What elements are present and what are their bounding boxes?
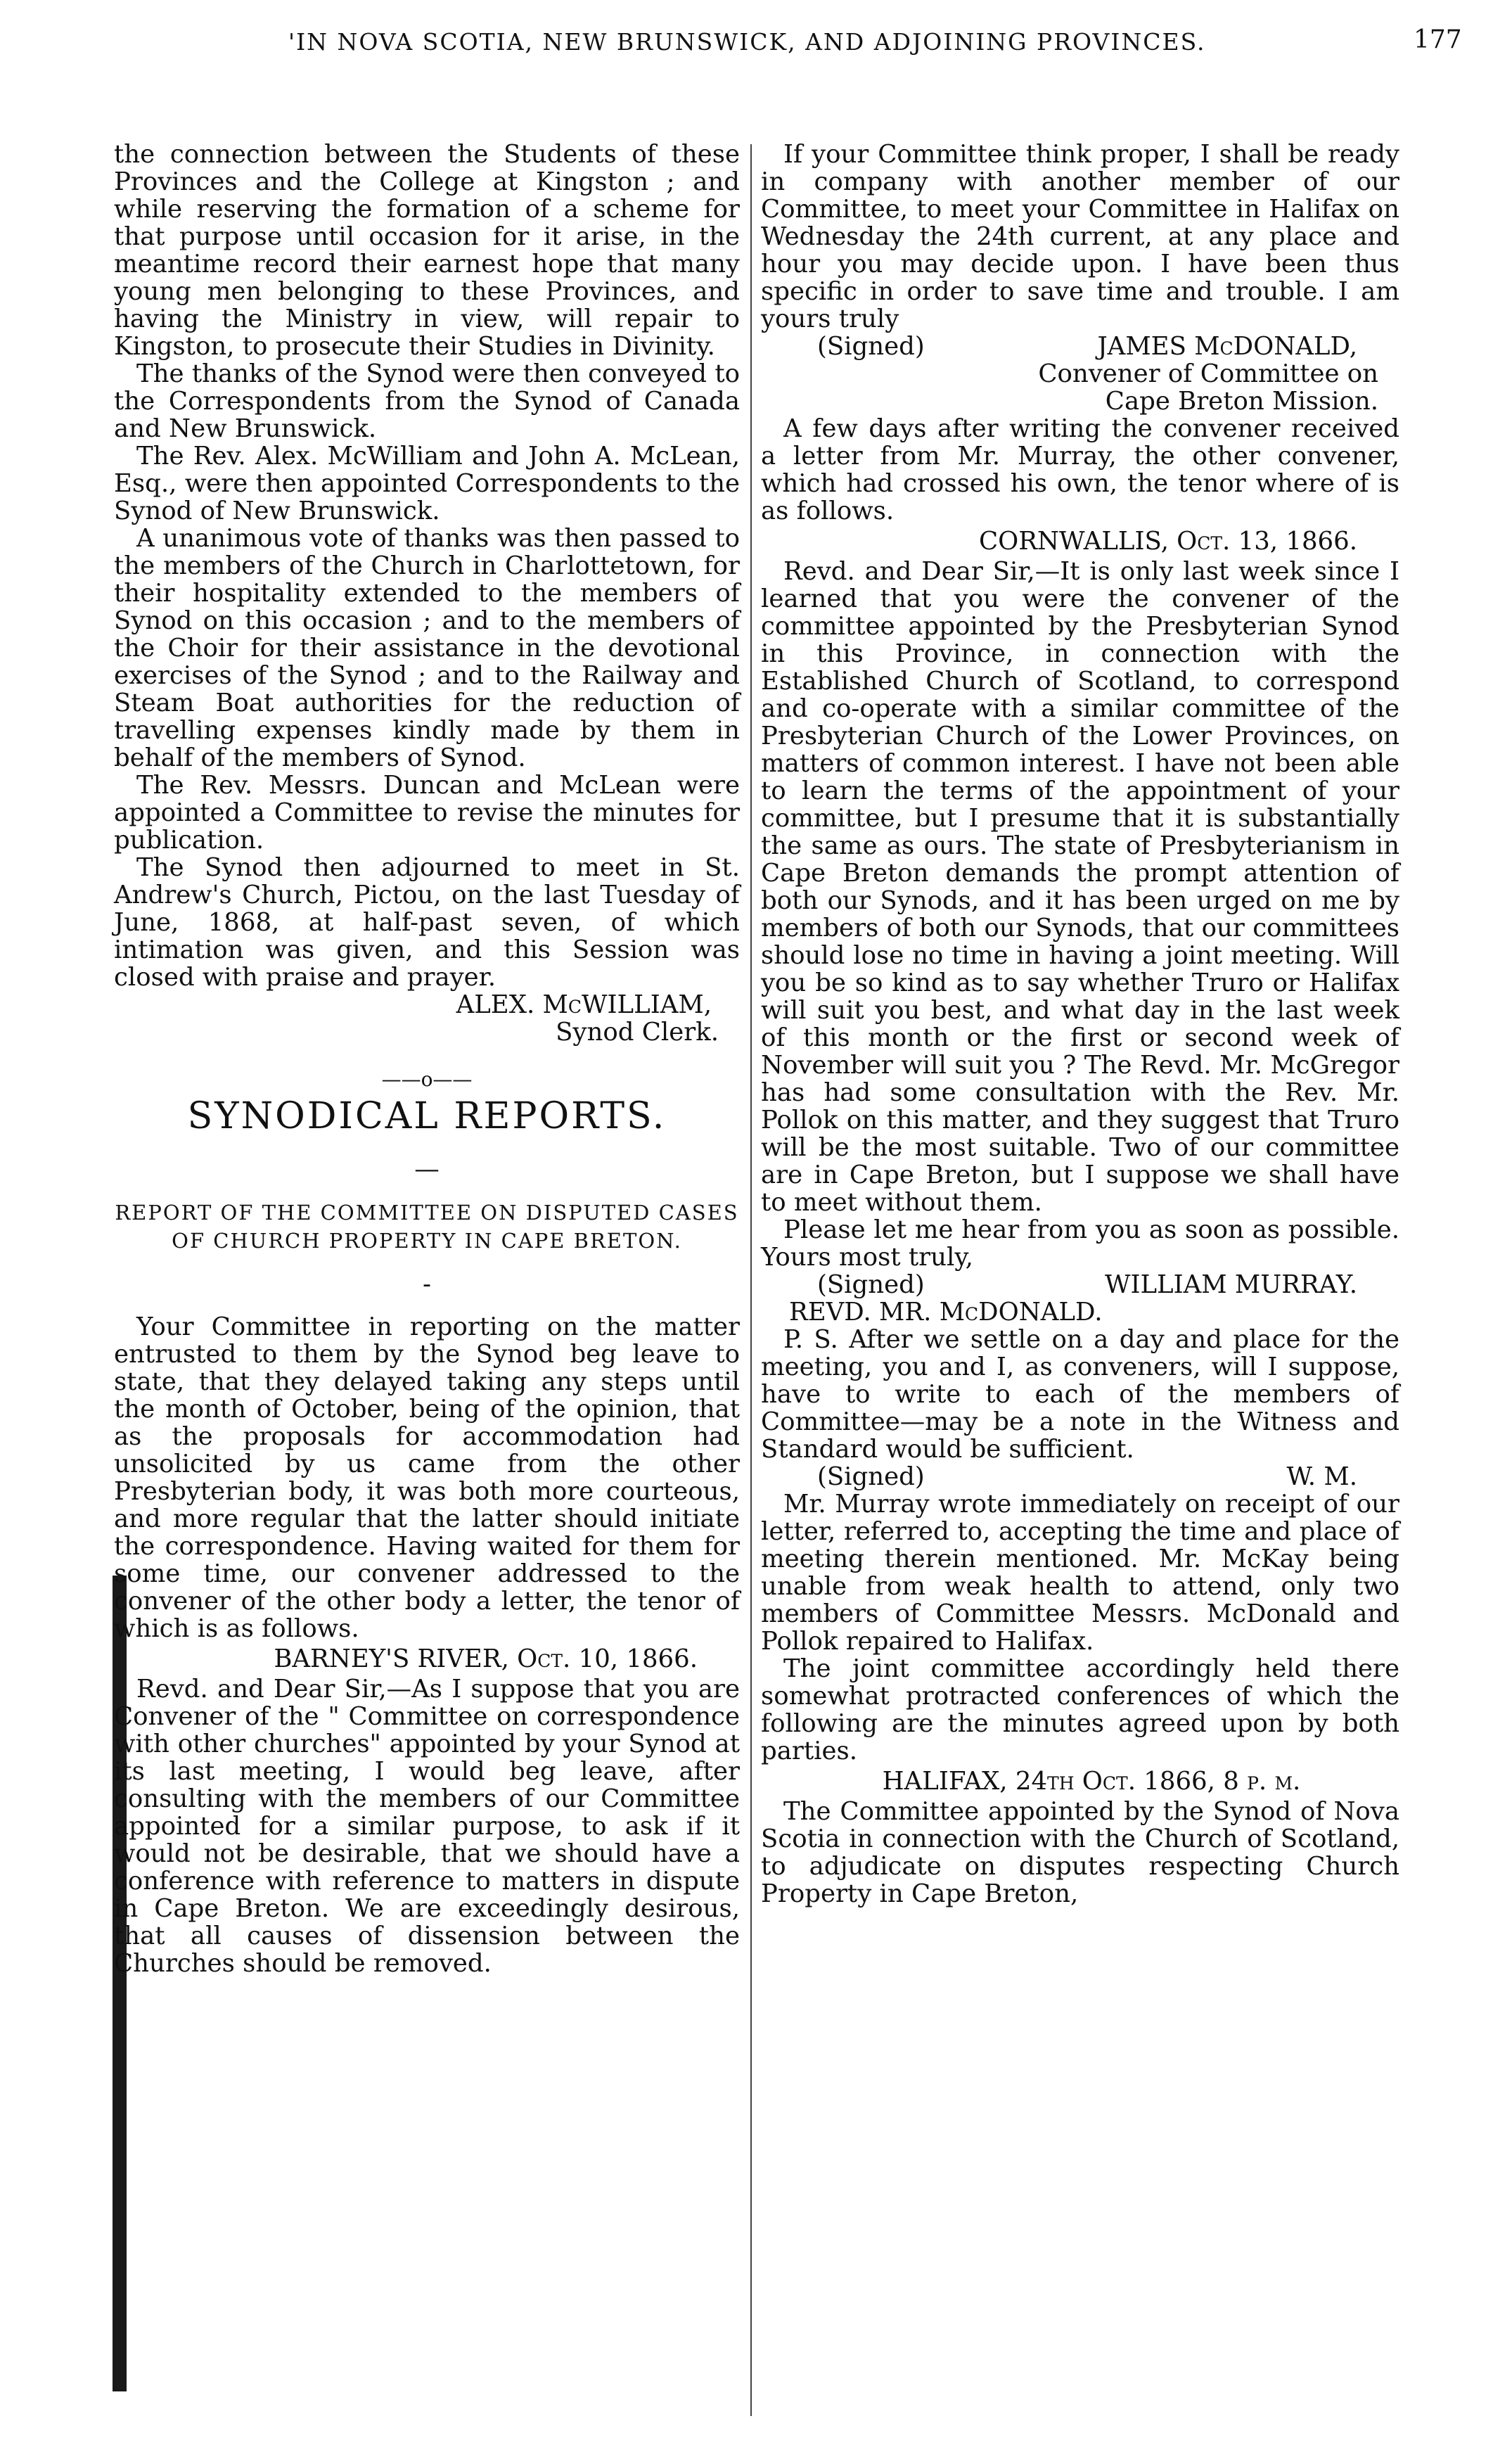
signature-title: Synod Clerk. (556, 1018, 719, 1047)
section-title: SYNODICAL REPORTS. (187, 1095, 667, 1137)
addressee: REVD. MR. McDONALD. (789, 1298, 1103, 1327)
minutes-dateline: HALIFAX, 24th Oct. 1866, 8 p. m. (882, 1767, 1301, 1796)
signature-name: W. M. (1286, 1462, 1357, 1491)
separator-dash: - (423, 1270, 431, 1298)
page-header (0, 13, 1512, 69)
signature-name: WILLIAM MURRAY. (1104, 1270, 1357, 1299)
signature-line (761, 333, 1399, 360)
signed-label: (Signed) (817, 1462, 925, 1491)
signature-line (761, 1463, 1399, 1490)
signature-title: Convener of Committee on (1038, 359, 1378, 388)
paragraph: The Rev. Messrs. Duncan and McLean were appointed a Committee to revise the minutes for publication. (114, 771, 740, 855)
paragraph: The joint committee accordingly held there somewhat protracted conferences of which the following are the minutes agreed upon by both parties. (761, 1654, 1399, 1765)
paragraph: The Committee appointed by the Synod of Nova Scotia in connection with the Church of Scotland, to adjudicate on disputes respecting Church Property in Cape Breton, (761, 1797, 1399, 1908)
section-rule: ——o—— (381, 1068, 473, 1091)
paragraph: A few days after writing the convener received a letter from Mr. Murray, the other convener, which had crossed his own, the tenor where of is as follows. (761, 414, 1399, 525)
letter-dateline: CORNWALLIS, Oct. 13, 1866. (978, 527, 1357, 556)
postscript: P. S. After we settle on a day and place for the meeting, you and I, as conveners, will I suppose, have to write to each of the members of Committee—may be a note in the Witness and Standard would be sufficient. (761, 1325, 1399, 1464)
right-column (761, 141, 1399, 1908)
letter-body: Revd. and Dear Sir,—As I suppose that you are Convener of the " Committee on correspondence with other churches" appointed by your Synod at its last meeting, I would beg leave, after consulting with the members of our Committee appointed for a similar purpose, to ask if it would not be desirable, that we should have a conference with reference to matters in dispute in Cape Breton. We are exceedingly desirous, that all causes of dissension between the Churches should be removed. (114, 1675, 740, 1978)
paragraph: Please let me hear from you as soon as possible. Yours most truly, (761, 1215, 1399, 1272)
signed-label: (Signed) (817, 1270, 925, 1299)
paragraph: The Synod then adjourned to meet in St. Andrew's Church, Pictou, on the last Tuesday of June, 1868, at half-past seven, of which intimation was given, and this Session was closed with praise and prayer. (114, 853, 740, 992)
paragraph: The Rev. Alex. McWilliam and John A. McLean, Esq., were then appointed Correspondents to the Synod of New Brunswick. (114, 442, 740, 525)
letter-dateline: BARNEY'S RIVER, Oct. 10, 1866. (274, 1644, 698, 1673)
paragraph: the connection between the Students of these Provinces and the College at Kingston ; and while reserving the formation of a scheme for that purpose until occasion for it arise, in the meantime record their earnest hope that many young men belonging to these Provinces, and having the Ministry in view, will repair to Kingston, to prosecute their Studies in Divinity. (114, 140, 740, 361)
left-column (114, 141, 740, 1977)
paragraph: Mr. Murray wrote immediately on receipt of our letter, referred to, accepting the time and place of meeting therein mentioned. Mr. McKay being unable from weak health to attend, only two members of Committee Messrs. McDonald and Pollok repaired to Halifax. (761, 1490, 1399, 1656)
page-number: 177 (1414, 25, 1462, 54)
report-title: REPORT OF THE COMMITTEE ON DISPUTED CASES OF CHURCH PROPERTY IN CAPE BRETON. (115, 1201, 739, 1253)
signature-name: ALEX. McWILLIAM, (456, 990, 712, 1019)
separator-dash: — (414, 1155, 440, 1184)
paragraph: Your Committee in reporting on the matter entrusted to them by the Synod beg leave to state, that they delayed taking any steps until the month of October, being of the opinion, that as the proposals for accommodation had unsolicited by us came from the other Presbyterian body, it was both more courteous, and more regular that the latter should initiate the correspondence. Having waited for them for some time, our convener addressed to the convener of the other body a letter, the tenor of which is as follows. (114, 1312, 740, 1643)
running-title: 'IN NOVA SCOTIA, NEW BRUNSWICK, AND ADJOINING PROVINCES. (288, 28, 1206, 56)
signature-line (761, 1271, 1399, 1298)
signed-label: (Signed) (817, 332, 925, 361)
paragraph: A unanimous vote of thanks was then passed to the members of the Church in Charlottetown, for their hospitality extended to the members of Synod on this occasion ; and to the members of the Choir for their assistance in the devotional exercises of the Synod ; and to the Railway and Steam Boat authorities for the reduction of travelling expenses kindly made by them in behalf of the members of Synod. (114, 524, 740, 772)
paragraph: If your Committee think proper, I shall be ready in company with another member of our Committee, to meet your Committee in Halifax on Wednesday the 24th current, at any place and hour you may decide upon. I have been thus specific in order to save time and trouble. I am yours truly (761, 140, 1399, 333)
signature-name: JAMES McDONALD, (1097, 332, 1357, 361)
paragraph: The thanks of the Synod were then conveyed to the Correspondents from the Synod of Canada and New Brunswick. (114, 359, 740, 443)
signature-title: Cape Breton Mission. (1105, 387, 1378, 416)
letter-body: Revd. and Dear Sir,—It is only last week since I learned that you were the convener of the committee appointed by the Presbyterian Synod in this Province, in connection with the Established Church of Scotland, to correspond and co-operate with a similar committee of the Presbyterian Church of the Lower Provinces, on matters of common interest. I have not been able to learn the terms of the appointment of your committee, but I presume that it is substantially the same as ours. The state of Presbyterianism in Cape Breton demands the prompt attention of both our Synods, and it has been urged on me by members of both our Synods, that our committees should lose no time in having a joint meeting. Will you be so kind as to say whether Truro or Halifax will suit you best, and what day in the last week of this month or the first or second week of November will suit you ? The Revd. Mr. McGregor has had some consultation with the Rev. Mr. Pollok on this matter, and they suggest that Truro will be the most suitable. Two of our committee are in Cape Breton, but I suppose we shall have to meet without them. (761, 557, 1399, 1217)
column-divider (750, 144, 752, 2416)
